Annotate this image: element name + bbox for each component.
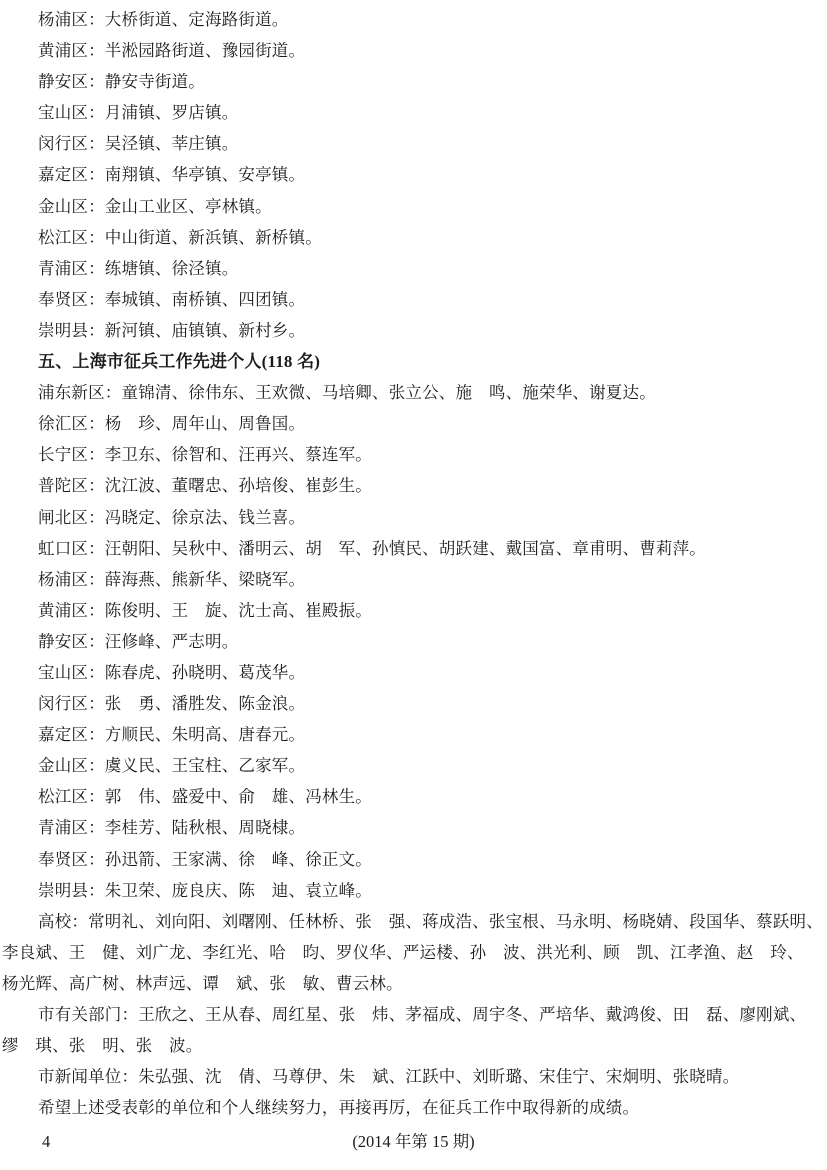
text-line: 嘉定区：方顺民、朱明高、唐春元。 xyxy=(38,725,306,745)
text-line: 崇明县：新河镇、庙镇镇、新村乡。 xyxy=(38,320,306,340)
text-line: 金山区：虞义民、王宝柱、乙家军。 xyxy=(38,756,306,776)
text-line: 嘉定区：南翔镇、华亭镇、安亭镇。 xyxy=(38,165,306,185)
text-line: 静安区：汪修峰、严志明。 xyxy=(38,631,239,651)
section-heading: 五、上海市征兵工作先进个人(118 名) xyxy=(38,352,321,372)
text-line: 市有关部门：王欣之、王从春、周红星、张 炜、茅福成、周宇冬、严培华、戴鸿俊、田 磊、廖刚斌、 xyxy=(38,1005,807,1024)
text-line: 长宁区：李卫东、徐智和、汪再兴、蔡连军。 xyxy=(38,445,372,465)
issue-label: (2014 年第 15 期) xyxy=(352,1132,475,1151)
text-line: 杨浦区：薛海燕、熊新华、梁晓军。 xyxy=(38,569,306,589)
page-number: 4 xyxy=(42,1132,51,1151)
text-line: 青浦区：李桂芳、陆秋根、周晓棣。 xyxy=(38,818,306,838)
text-line: 青浦区：练塘镇、徐泾镇。 xyxy=(38,258,239,278)
text-line: 徐汇区：杨 珍、周年山、周鲁国。 xyxy=(38,414,306,434)
text-line: 杨浦区：大桥街道、定海路街道。 xyxy=(38,10,289,29)
text-line: 金山区：金山工业区、亭林镇。 xyxy=(38,196,272,216)
text-line: 李良斌、王 健、刘广龙、李红光、哈 昀、罗仪华、严运楼、孙 波、洪光利、顾 凯、江孝渔、赵 玲、 xyxy=(2,942,804,962)
text-line: 闸北区：冯晓定、徐京法、钱兰喜。 xyxy=(38,507,306,527)
text-line: 松江区：郭 伟、盛爱中、俞 雄、冯林生。 xyxy=(38,787,372,807)
page-footer xyxy=(0,1126,827,1157)
text-line: 闵行区：吴泾镇、莘庄镇。 xyxy=(38,134,239,154)
text-line: 黄浦区：半淞园路街道、豫园街道。 xyxy=(38,41,306,61)
text-line: 奉贤区：奉城镇、南桥镇、四团镇。 xyxy=(38,289,306,309)
text-line: 崇明县：朱卫荣、庞良庆、陈 迪、袁立峰。 xyxy=(38,880,372,900)
text-line: 松江区：中山街道、新浜镇、新桥镇。 xyxy=(38,227,322,247)
text-line: 宝山区：月浦镇、罗店镇。 xyxy=(38,103,239,123)
text-line: 缪 琪、张 明、张 波。 xyxy=(2,1036,203,1056)
document-body xyxy=(0,4,827,1123)
text-line: 希望上述受表彰的单位和个人继续努力，再接再厉，在征兵工作中取得新的成绩。 xyxy=(38,1098,640,1118)
text-line: 闵行区：张 勇、潘胜发、陈金浪。 xyxy=(38,694,306,714)
text-line: 杨光辉、高广树、林声远、谭 斌、张 敏、曹云林。 xyxy=(2,973,403,993)
text-line: 黄浦区：陈俊明、王 旋、沈士高、崔殿振。 xyxy=(38,600,372,620)
text-line: 高校：常明礼、刘向阳、刘曙刚、任林桥、张 强、蒋成浩、张宝根、马永明、杨晓婧、段国华、蔡跃明、 xyxy=(38,911,823,931)
text-line: 奉贤区：孙迅箭、王家满、徐 峰、徐正文。 xyxy=(38,849,372,869)
text-line: 浦东新区：童锦清、徐伟东、王欢微、马培卿、张立公、施 鸣、施荣华、谢夏达。 xyxy=(38,383,656,403)
text-line: 宝山区：陈春虎、孙晓明、葛茂华。 xyxy=(38,662,306,682)
text-line: 虹口区：汪朝阳、吴秋中、潘明云、胡 军、孙慎民、胡跃建、戴国富、章甫明、曹莉萍。 xyxy=(38,538,706,558)
text-line: 市新闻单位：朱弘强、沈 倩、马尊伊、朱 斌、江跃中、刘昕璐、宋佳宁、宋炯明、张晓晴。 xyxy=(38,1067,740,1087)
text-line: 普陀区：沈江波、董曙忠、孙培俊、崔彭生。 xyxy=(38,476,372,496)
text-line: 静安区：静安寺街道。 xyxy=(38,72,205,92)
